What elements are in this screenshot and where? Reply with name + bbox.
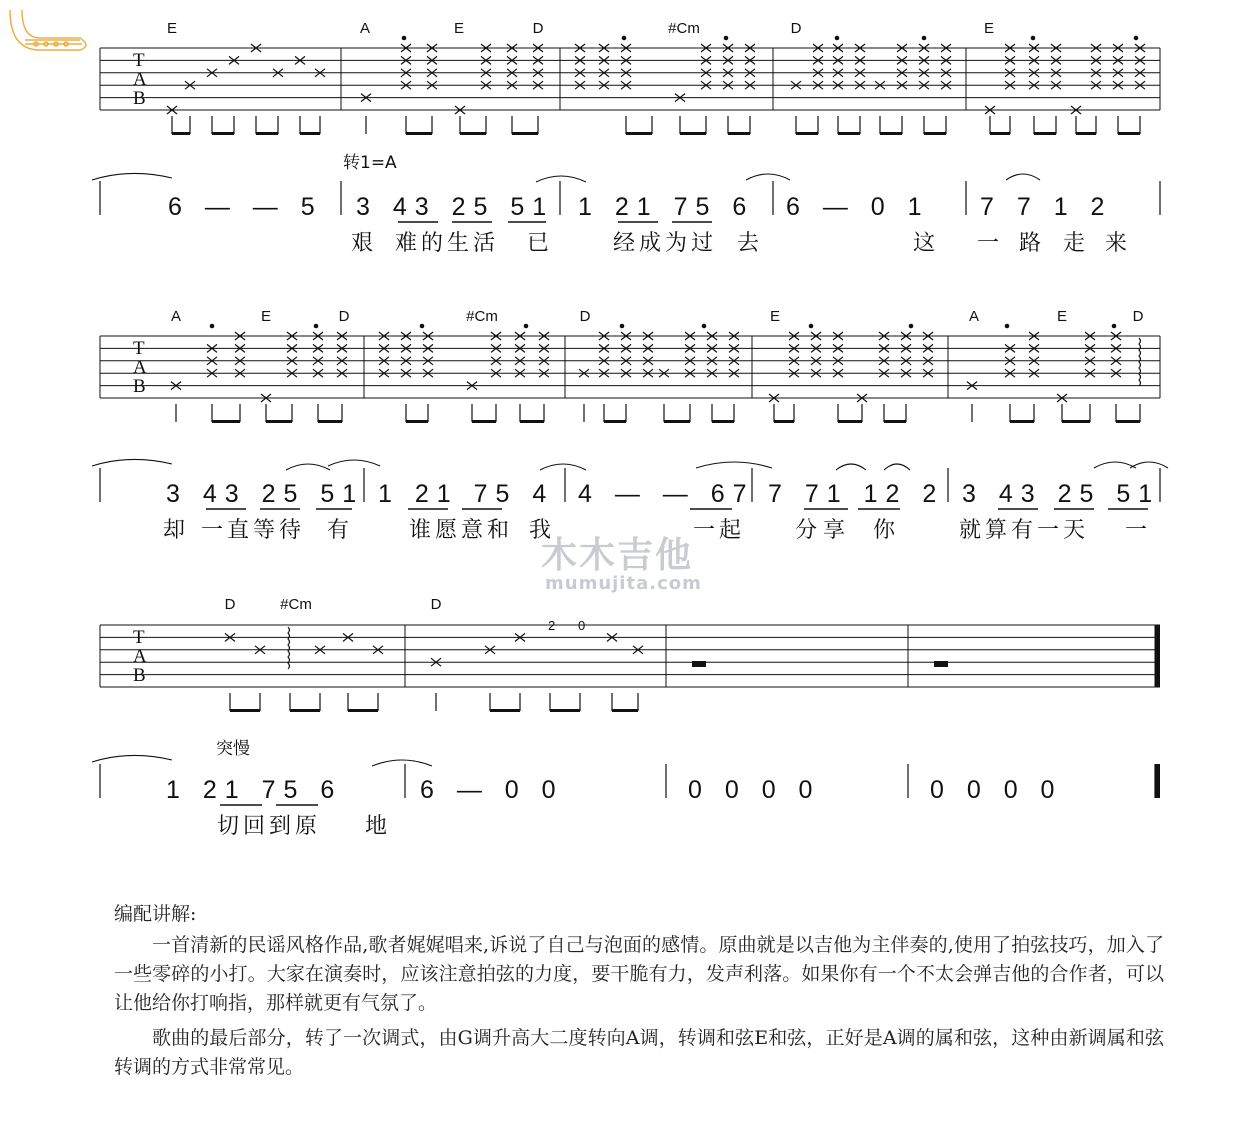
tie-arc (696, 462, 772, 468)
chord-symbol: E (260, 308, 272, 325)
beam (1076, 132, 1096, 135)
chord-symbol: #Cm (668, 20, 700, 37)
beam (712, 420, 734, 423)
tie-arc (1006, 174, 1040, 180)
chord-symbol: D (338, 308, 350, 325)
lyric-char: 原 (294, 814, 318, 839)
beam (1116, 420, 1140, 423)
lyric-char: 享 (822, 518, 846, 543)
tab-letter: B (133, 376, 146, 397)
numbered-notation: 0 0 0 0 (930, 776, 1063, 804)
numbered-notation: 7 71 12 2 (768, 480, 945, 508)
beam (490, 709, 520, 712)
beat-dot (724, 36, 729, 41)
beam (512, 132, 538, 135)
chord-symbol: A (359, 20, 371, 37)
beam (290, 709, 320, 712)
beam (884, 420, 906, 423)
beat-dot (1134, 36, 1139, 41)
beam (318, 420, 342, 423)
watermark-logo: 木木吉他 (541, 535, 694, 576)
chord-symbol: D (1132, 308, 1144, 325)
numbered-notation: 3 43 25 51 (356, 193, 555, 221)
tie-arc (286, 464, 330, 470)
beat-dot (1005, 324, 1010, 329)
chord-symbol: D (430, 596, 442, 613)
lyric-char: 谁 (408, 518, 432, 543)
beam (728, 132, 750, 135)
lyric-char: 和 (486, 518, 510, 543)
arpeggio-mark (1139, 338, 1141, 386)
beam (406, 420, 428, 423)
tab-letter: T (133, 338, 145, 359)
beat-dot (420, 324, 425, 329)
chord-symbol: E (453, 20, 465, 37)
beat-dot (524, 324, 529, 329)
tie-arc (1094, 462, 1136, 468)
lyric-char: 难 (394, 231, 418, 256)
numbered-notation: 3 43 25 51 (166, 480, 365, 508)
numbered-notation: 7 7 1 2 (980, 193, 1113, 221)
lyric-char: 一 (200, 518, 224, 543)
beam (604, 420, 626, 423)
beat-dot (922, 36, 927, 41)
lyric-char: 地 (364, 814, 388, 839)
lyric-char: 已 (526, 231, 550, 256)
lyric-char: 切 (216, 814, 240, 839)
tie-arc (746, 174, 790, 180)
tie-arc (836, 464, 866, 470)
numbered-notation: 1 21 75 6 (166, 776, 343, 804)
numbered-notation: 6 — 0 0 (420, 776, 564, 804)
beam (1062, 420, 1090, 423)
beam (1118, 132, 1140, 135)
beam (266, 420, 292, 423)
beat-dot (210, 324, 215, 329)
lyric-char: 成 (638, 231, 662, 256)
whole-rest (934, 661, 948, 667)
beam (460, 132, 486, 135)
lyric-char: 一 (692, 518, 716, 543)
beam (924, 132, 946, 135)
lyric-char: 却 (162, 518, 186, 543)
chord-symbol: E (983, 20, 995, 37)
lyric-char: 活 (472, 231, 496, 256)
phrase-arc (92, 755, 172, 762)
beam (348, 709, 378, 712)
final-bar-line (1155, 764, 1160, 798)
lyric-char: 待 (278, 518, 302, 543)
lyric-char: 经 (612, 231, 636, 256)
lyric-char: 天 (1062, 518, 1086, 543)
lyric-char: 这 (912, 231, 936, 256)
lyric-char: 起 (718, 518, 742, 543)
chord-symbol: #Cm (466, 308, 498, 325)
beat-dot (622, 36, 627, 41)
beam (680, 132, 706, 135)
chord-symbol: A (968, 308, 980, 325)
beam (664, 420, 690, 423)
fret-number: 0 (578, 618, 586, 633)
numbered-notation: 0 0 0 0 (688, 776, 821, 804)
whole-rest (692, 661, 706, 667)
lyric-char: 为 (664, 231, 688, 256)
lyric-char: 路 (1018, 231, 1042, 256)
numbered-notation: 3 43 25 51 (962, 480, 1161, 508)
lyric-char: 走 (1062, 231, 1086, 256)
watermark-url: mumujita.com (545, 573, 702, 594)
notes-paragraph-2: 歌曲的最后部分，转了一次调式，由G调升高大二度转向A调，转调和弦E和弦，正好是A调的属和弦，这种由新调属和弦转调的方式非常常见。 (114, 1027, 1164, 1078)
numbered-notation: 1 21 75 4 (378, 480, 555, 508)
beam (1010, 420, 1034, 423)
chord-symbol: D (532, 20, 544, 37)
chord-symbol: A (170, 308, 182, 325)
tab-letter: A (133, 357, 147, 378)
final-bar-line (1155, 625, 1160, 687)
numbered-notation: 4 — — 67 (578, 480, 755, 508)
phrase-arc (92, 173, 172, 180)
tab-letter: B (133, 88, 146, 109)
notes-paragraph-1: 一首清新的民谣风格作品,歌者娓娓唱来,诉说了自己与泡面的感情。原曲就是以吉他为主伴奏的,使用了拍弦技巧，加入了一些零碎的小打。大家在演奏时，应该注意拍弦的力度，要干脆有力，发声利落。如果你有一个不太会弹吉他的合作者，可以让他给你打响指，那样就更有气氛了。 (114, 934, 1164, 1014)
beat-dot (1112, 324, 1117, 329)
beat-dot (314, 324, 319, 329)
tie-arc (540, 464, 586, 470)
lyric-char: 过 (690, 231, 714, 256)
beat-dot (835, 36, 840, 41)
guitar-logo-icon (10, 10, 86, 50)
beam (838, 420, 862, 423)
tab-letter: A (133, 646, 147, 667)
lyric-char: 就 (958, 518, 982, 543)
lyric-char: 一 (1124, 518, 1148, 543)
chord-symbol: #Cm (280, 596, 312, 613)
chord-symbol: E (1056, 308, 1068, 325)
beat-dot (620, 324, 625, 329)
tab-letter: B (133, 665, 146, 686)
beat-dot (809, 324, 814, 329)
lyric-char: 意 (460, 518, 484, 543)
lyric-char: 来 (1104, 231, 1128, 256)
lyric-char: 等 (252, 518, 276, 543)
key-change-label: 转1=A (343, 153, 397, 173)
tab-letter: A (133, 69, 147, 90)
beam (612, 709, 638, 712)
tab-letter: T (133, 50, 145, 71)
chord-symbol: D (790, 20, 802, 37)
numbered-notation: 6 — — 5 (168, 193, 323, 221)
beam (256, 132, 278, 135)
tie-arc (536, 176, 586, 182)
beam (172, 132, 190, 135)
beam (550, 709, 580, 712)
lyric-char: 的 (420, 231, 444, 256)
beam (796, 132, 818, 135)
tie-arc (884, 464, 910, 470)
lyric-char: 算 (984, 518, 1008, 543)
beam (520, 420, 544, 423)
lyric-char: 分 (794, 518, 818, 543)
lyric-char: 艰 (350, 231, 374, 256)
beam (626, 132, 652, 135)
chord-symbol: E (166, 20, 178, 37)
beam (774, 420, 794, 423)
lyric-char: 愿 (434, 518, 458, 543)
beam (212, 132, 234, 135)
chord-symbol: D (224, 596, 236, 613)
beam (880, 132, 902, 135)
beam (838, 132, 860, 135)
lyric-char: 直 (226, 518, 250, 543)
notes-title: 编配讲解: (114, 903, 197, 925)
arrangement-notes (114, 900, 1164, 1082)
beam (406, 132, 432, 135)
numbered-notation: 1 21 75 6 (578, 193, 755, 221)
beat-dot (402, 36, 407, 41)
beam (990, 132, 1010, 135)
lyric-char: 有 (326, 518, 350, 543)
lyric-char: 去 (736, 231, 760, 256)
beam (1034, 132, 1056, 135)
chord-symbol: E (769, 308, 781, 325)
beam (472, 420, 496, 423)
lyric-char: 一 (1036, 518, 1060, 543)
numbered-notation: 6 — 0 1 (786, 193, 930, 221)
fret-number: 2 (548, 618, 556, 633)
lyric-char: 生 (446, 231, 470, 256)
lyric-char: 你 (872, 518, 896, 543)
beam (212, 420, 240, 423)
lyric-char: 到 (268, 814, 292, 839)
beat-dot (1031, 36, 1036, 41)
tie-arc (372, 760, 432, 766)
lyric-char: 一 (976, 231, 1000, 256)
chord-symbol: D (579, 308, 591, 325)
lyric-char: 我 (528, 518, 552, 543)
beam (300, 132, 320, 135)
beam (230, 709, 260, 712)
phrase-arc (92, 459, 172, 466)
tie-arc (328, 460, 380, 466)
tie-arc (1130, 462, 1168, 468)
tempo-mark: 突慢 (216, 739, 250, 759)
lyric-char: 有 (1010, 518, 1034, 543)
lyric-char: 回 (242, 814, 266, 839)
beat-dot (702, 324, 707, 329)
beat-dot (909, 324, 914, 329)
tab-letter: T (133, 627, 145, 648)
